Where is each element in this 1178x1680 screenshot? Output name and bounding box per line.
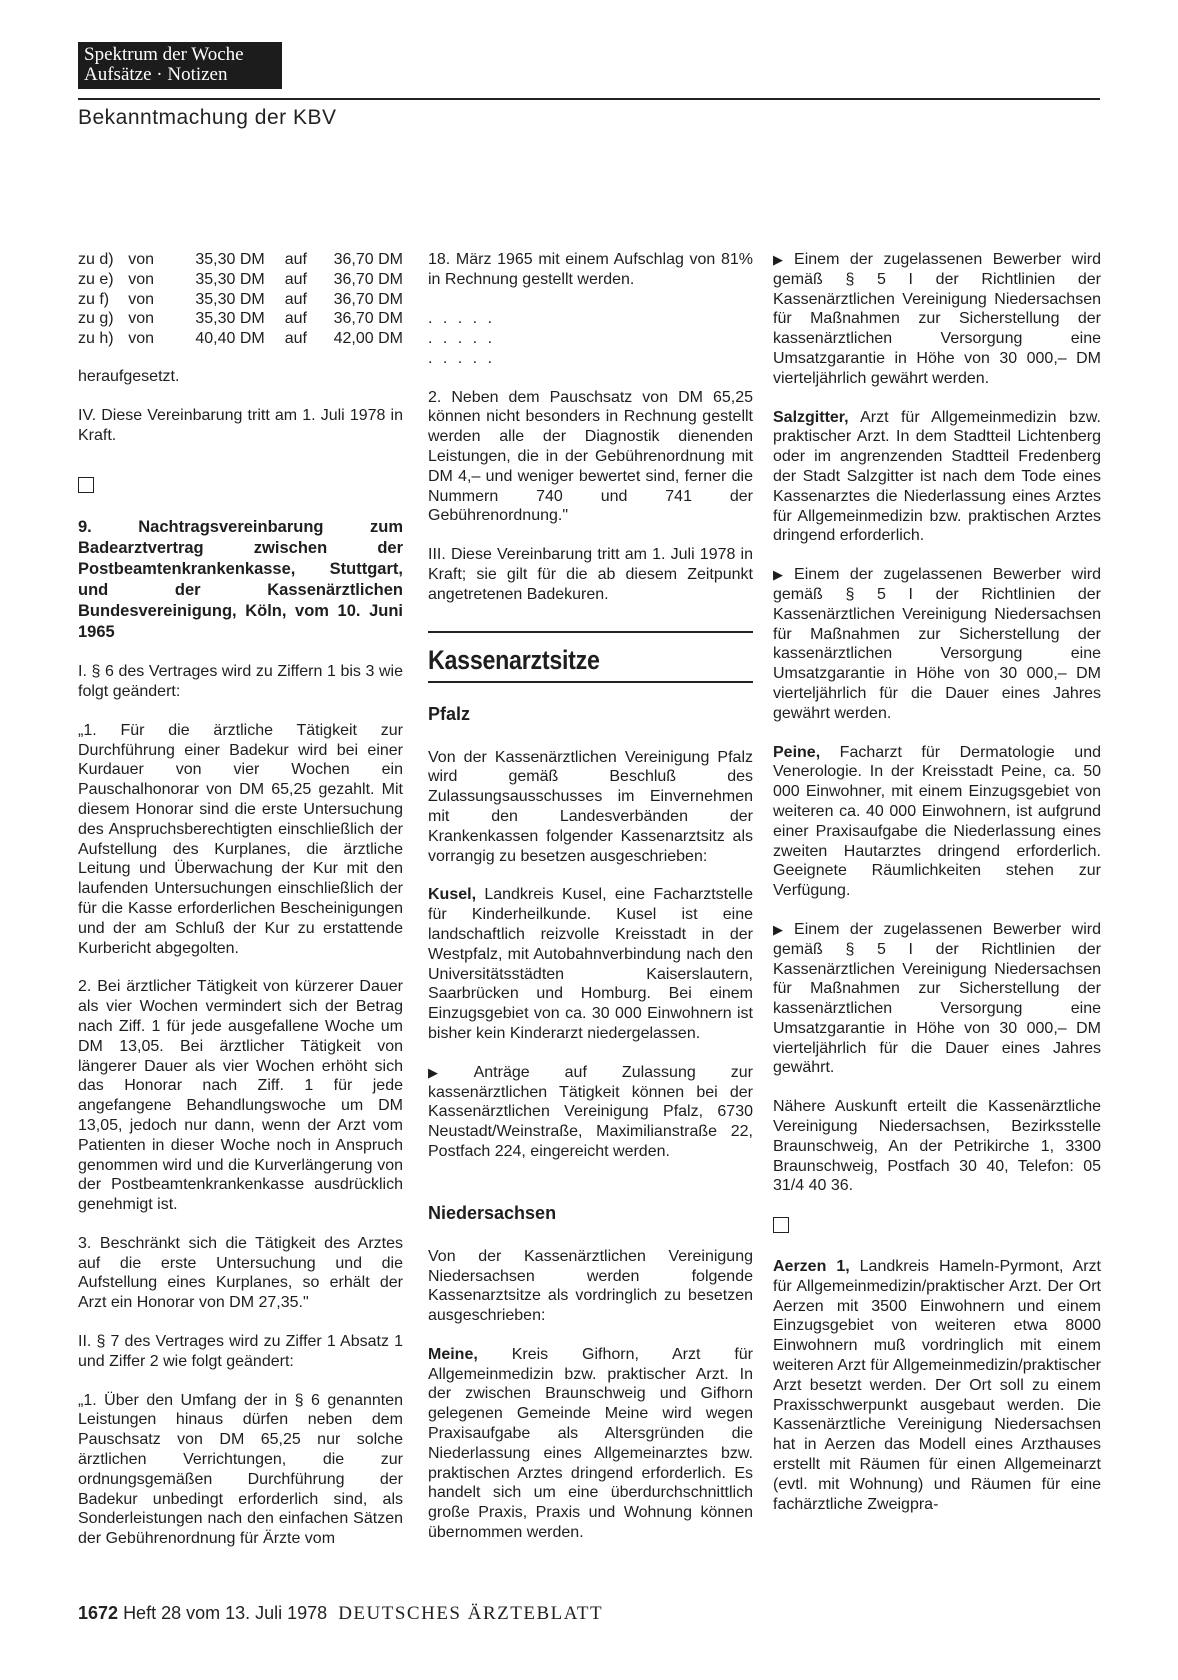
kusel-text: Landkreis Kusel, eine Facharztstelle für Kinderheilkunde. Kusel ist eine landschaftlich reizvolle Kreisstadt in der Westpfalz, mit Autobahnverbindung nach den Universitätsstädten Kaiserslautern, Saarbrücken und Homburg. Bei einem Einzugsgebiet von ca. 30 000 Einwohnern ist bisher kein Kinderarzt niedergelassen. xyxy=(428,886,753,1042)
fee-from-amount: 35,30 DM xyxy=(195,290,265,308)
paragraph-iv: IV. Diese Vereinbarung tritt am 1. Juli 1978 in Kraft. xyxy=(78,406,403,444)
fee-von: von xyxy=(128,330,155,348)
ellipsis-line: . . . . . xyxy=(428,349,496,367)
header-rule xyxy=(78,98,1100,100)
fee-auf: auf xyxy=(284,310,307,328)
fee-von: von xyxy=(128,290,155,308)
ellipsis-line: . . . . . xyxy=(428,329,496,347)
fee-from-amount: 35,30 DM xyxy=(195,251,265,268)
fee-row xyxy=(78,290,403,310)
aerzen-listing xyxy=(773,1257,1101,1514)
section-title: Bekanntmachung der KBV xyxy=(78,106,337,129)
kusel-listing xyxy=(428,885,753,1043)
fee-row xyxy=(78,309,403,329)
fee-row xyxy=(78,250,403,270)
rubric-line-1: Spektrum der Woche xyxy=(84,44,244,65)
fee-item: zu h) xyxy=(78,330,114,348)
triangle-right-icon: ▶ xyxy=(773,921,790,937)
end-of-article-box xyxy=(78,477,94,493)
fee-item: zu e) xyxy=(78,270,114,288)
meine-text: Kreis Gifhorn, Arzt für Allgemeinmedizin bzw. praktischer Arzt. In der zwischen Braunschweig und Gifhorn gelegenen Gemeinde Meine wird wegen Praxisaufgabe als Altersgründen die Niederlassung eines Allgemeinarztes bzw. praktischen Arztes dringend erforderlich. Es handelt sich um eine überdurchschnittlich große Praxis, Praxis und Wohnung können übernommen werden. xyxy=(428,1345,753,1542)
meine-name: Meine, xyxy=(428,1345,478,1363)
fee-von: von xyxy=(128,270,155,288)
peine-name: Peine, xyxy=(773,743,821,761)
issue-info: Heft 28 vom 13. Juli 1978 xyxy=(123,1603,328,1623)
column-3 xyxy=(773,250,1101,1533)
kusel-name: Kusel, xyxy=(428,886,477,904)
salzgitter-text: Arzt für Allgemeinmedizin bzw. praktischer Arzt. In dem Stadtteil Lichtenberg oder im angrenzenden Stadtteil Fredenberg der Stadt Salzgitter ist nach dem Tode eines Kassenarztes die Niederlassung eines Arztes für Allgemeinmedizin bzw. praktischen Arztes dringend erforderlich. xyxy=(773,408,1101,545)
paragraph-heraufgesetzt: heraufgesetzt. xyxy=(78,367,180,385)
fee-to-amount: 36,70 DM xyxy=(333,310,403,328)
ellipsis-line: . . . . . xyxy=(428,309,496,327)
antraege-notice: ▶ Anträge auf Zulassung zur kassenärztlichen Tätigkeit können bei der Kassenärztlichen Vereinigung Pfalz, 6730 Neustadt/Weinstraße, Maximilianstraße 22, Postfach 224, eingereicht werden. xyxy=(428,1063,754,1160)
paragraph-i-2: 2. Bei ärztlicher Tätigkeit von kürzerer Dauer als vier Wochen vermindert sich der Betrag nach Ziff. 1 für jede ausgefallene Woche um DM 13,05. Bei ärztlicher Tätigkeit von längerer Dauer als vier Wochen erhöht sich das Honorar nach Ziff. 1 für jede angefangene Behandlungswoche um DM 13,05, jedoch nur dann, wenn der Arzt vom Patienten in dieser Woche noch in Anspruch genommen wird und die Kurverlängerung von der Postbeamtenkrankenkasse ausdrücklich genehmigt ist. xyxy=(78,978,403,1214)
triangle-right-icon: ▶ xyxy=(773,252,790,267)
umsatzgarantie-3: ▶ Einem der zugelassenen Bewerber wird gemäß § 5 I der Richtlinien der Kassenärztlichen Vereinigung Niedersachsen für Maßnahmen zur Sicherstellung der kassenärztlichen Versorgung eine Umsatzgarantie in Höhe von 30 000,– DM vierteljährlich für die Dauer eines Jahres gewährt. xyxy=(773,920,1102,1077)
fee-row xyxy=(78,329,403,349)
aerzen-name: Aerzen 1, xyxy=(773,1258,850,1276)
fee-to-amount: 42,00 DM xyxy=(333,330,403,348)
fee-item: zu f) xyxy=(78,290,110,308)
fee-from-amount: 35,30 DM xyxy=(195,270,265,288)
peine-text: Facharzt für Dermatologie und Venerologie. In der Kreisstadt Peine, ca. 50 000 Einwohner, mit einem Einzugsgebiet von weiteren ca. 40 000 Einwohnern, ist aufgrund einer Praxisaufgabe die Niederlassung eines zweiten Hautarztes dringend erforderlich. Geeignete Räumlichkeiten stehen zur Verfügung. xyxy=(773,743,1101,900)
page-number: 1672 xyxy=(78,1603,119,1623)
salzgitter-listing xyxy=(773,408,1101,547)
pfalz-heading: Pfalz xyxy=(428,703,471,724)
publication-name: DEUTSCHES ÄRZTEBLATT xyxy=(338,1603,604,1624)
umsatzgarantie-1: ▶ Einem der zugelassenen Bewerber wird gemäß § 5 I der Richtlinien der Kassenärztlichen Vereinigung Niedersachsen für Maßnahmen zur Sicherstellung der kassenärztlichen Versorgung eine Umsatzgarantie in Höhe von 30 000,– DM vierteljährlich gewährt werden. xyxy=(773,251,1102,387)
triangle-right-icon: ▶ xyxy=(773,567,790,583)
niedersachsen-intro: Von der Kassenärztlichen Vereinigung Niedersachsen werden folgende Kassenarztsitze als vordringlich zu besetzen ausgeschrieben: xyxy=(428,1247,753,1325)
fee-row xyxy=(78,270,403,290)
paragraph-i-1: „1. Für die ärztliche Tätigkeit zur Durchführung einer Badekur wird bei einer Kurdauer von vier Wochen ein Pauschalhonorar von DM 65,25 gezahlt. Mit diesem Honorar sind die erste Untersuchung des Anspruchsberechtigten einschließlich der Aufstellung des Kurplanes, die ärztliche Leitung und Überwachung der Kur mit den laufenden Untersuchungen einschließlich der für die Kasse erforderlichen Bescheinigungen und der am Schluß der Kur zu erstattende Kurbericht abgegolten. xyxy=(78,721,403,957)
fee-to-amount: 36,70 DM xyxy=(333,251,403,268)
fee-von: von xyxy=(128,310,155,328)
fee-auf: auf xyxy=(284,270,307,288)
article-headline: 9. Nachtragsvereinbarung zum Badearztvertrag zwischen der Postbeamtenkrankenkasse, Stuttgart, und der Kassenärztlichen Bundesvereinigung, Köln, vom 10. Juni 1965 xyxy=(78,518,403,642)
rubric-label xyxy=(78,42,282,89)
paragraph-ii-2: 2. Neben dem Pauschsatz von DM 65,25 können nicht besonders in Rechnung gestellt werden alle der Diagnostik dienenden Leistungen, die in der Gebührenordnung mit DM 4,– und weniger bewertet sind, ferner die Nummern 740 und 741 der Gebührenordnung." xyxy=(428,388,753,525)
page-footer xyxy=(78,1603,603,1625)
fee-von: von xyxy=(128,251,155,268)
salzgitter-name: Salzgitter, xyxy=(773,408,849,426)
section-rule-bottom xyxy=(428,681,753,683)
column-1 xyxy=(78,250,403,1568)
umsatzgarantie-2: ▶ Einem der zugelassenen Bewerber wird gemäß § 5 I der Richtlinien der Kassenärztlichen Vereinigung Niedersachsen für Maßnahmen zur Sicherstellung der kassenärztlichen Versorgung eine Umsatzgarantie in Höhe von 30 000,– DM vierteljährlich für die Dauer eines Jahres gewährt werden. xyxy=(773,566,1102,722)
fee-item: zu g) xyxy=(78,310,114,328)
meine-listing xyxy=(428,1345,753,1543)
fee-auf: auf xyxy=(284,290,307,308)
rubric-line-2: Aufsätze · Notizen xyxy=(84,64,228,85)
section-rule-top xyxy=(428,631,753,633)
end-of-section-box xyxy=(773,1217,789,1233)
fee-auf: auf xyxy=(284,251,307,268)
niedersachsen-heading: Niedersachsen xyxy=(428,1202,557,1223)
fee-to-amount: 36,70 DM xyxy=(333,290,403,308)
fee-auf: auf xyxy=(284,330,307,348)
fee-item: zu d) xyxy=(78,251,114,268)
fee-table xyxy=(78,250,403,349)
aerzen-text: Landkreis Hameln-Pyrmont, Arzt für Allgemeinmedizin/praktischer Arzt. Der Ort Aerzen mit 3500 Einwohnern und einem Einzugsgebiet von weiteren etwa 8000 Einwohnern muß vordringlich mit einem weiteren Arzt für Allgemeinmedizin/praktischer Arzt besetzt werden. Der Ort soll zu einem Praxisschwerpunkt ausgebaut werden. Die Kassenärztliche Vereinigung Niedersachsen hat in Aerzen das Modell eines Arzthauses erstellt mit Räumen für einen Allgemeinarzt (evtl. mit Wohnung) und Räumen für eine fachärztliche Zweigpra- xyxy=(773,1258,1102,1513)
fee-from-amount: 35,30 DM xyxy=(195,310,265,328)
paragraph-ii-1: „1. Über den Umfang der in § 6 genannten Leistungen hinaus dürfen neben dem Pauschsatz von DM 65,25 nur solche ärztlichen Verrichtungen, die zur ordnungsgemäßen Durchführung der Badekur unbedingt erforderlich sind, als Sonderleistungen nach den einfachen Sätzen der Gebührenordnung für Ärzte vom xyxy=(78,1391,403,1548)
column-2 xyxy=(428,250,753,1562)
fee-to-amount: 36,70 DM xyxy=(333,270,403,288)
peine-listing xyxy=(773,743,1101,901)
auskunft-paragraph: Nähere Auskunft erteilt die Kassenärztliche Vereinigung Niedersachsen, Bezirksstelle Braunschweig, An der Petrikirche 1, 3300 Braunschweig, Postfach 30 40, Telefon: 05 31/4 40 36. xyxy=(773,1098,1101,1195)
paragraph-iii: III. Diese Vereinbarung tritt am 1. Juli 1978 in Kraft; sie gilt für die ab diesem Zeitpunkt angetretenen Badekuren. xyxy=(428,546,753,603)
kassenarztsitze-heading: Kassenarztsitze xyxy=(428,644,600,675)
pfalz-intro: Von der Kassenärztlichen Vereinigung Pfalz wird gemäß Beschluß des Zulassungsausschusses im Einvernehmen mit den Landesverbänden der Krankenkassen folgender Kassenarztsitz als vorrangig zu besetzen ausgeschrieben: xyxy=(428,748,753,865)
paragraph-ii: II. § 7 des Vertrages wird zu Ziffer 1 Absatz 1 und Ziffer 2 wie folgt geändert: xyxy=(78,1333,403,1370)
paragraph-i: I. § 6 des Vertrages wird zu Ziffern 1 bis 3 wie folgt geändert: xyxy=(78,663,403,700)
paragraph-continuation: 18. März 1965 mit einem Aufschlag von 81% in Rechnung gestellt werden. xyxy=(428,251,753,288)
fee-from-amount: 40,40 DM xyxy=(195,330,265,348)
paragraph-i-3: 3. Beschränkt sich die Tätigkeit des Arztes auf die erste Untersuchung und die Aufstellung eines Kurplanes, so erhält der Arzt ein Honorar von DM 27,35." xyxy=(78,1234,403,1312)
triangle-right-icon: ▶ xyxy=(428,1064,469,1080)
